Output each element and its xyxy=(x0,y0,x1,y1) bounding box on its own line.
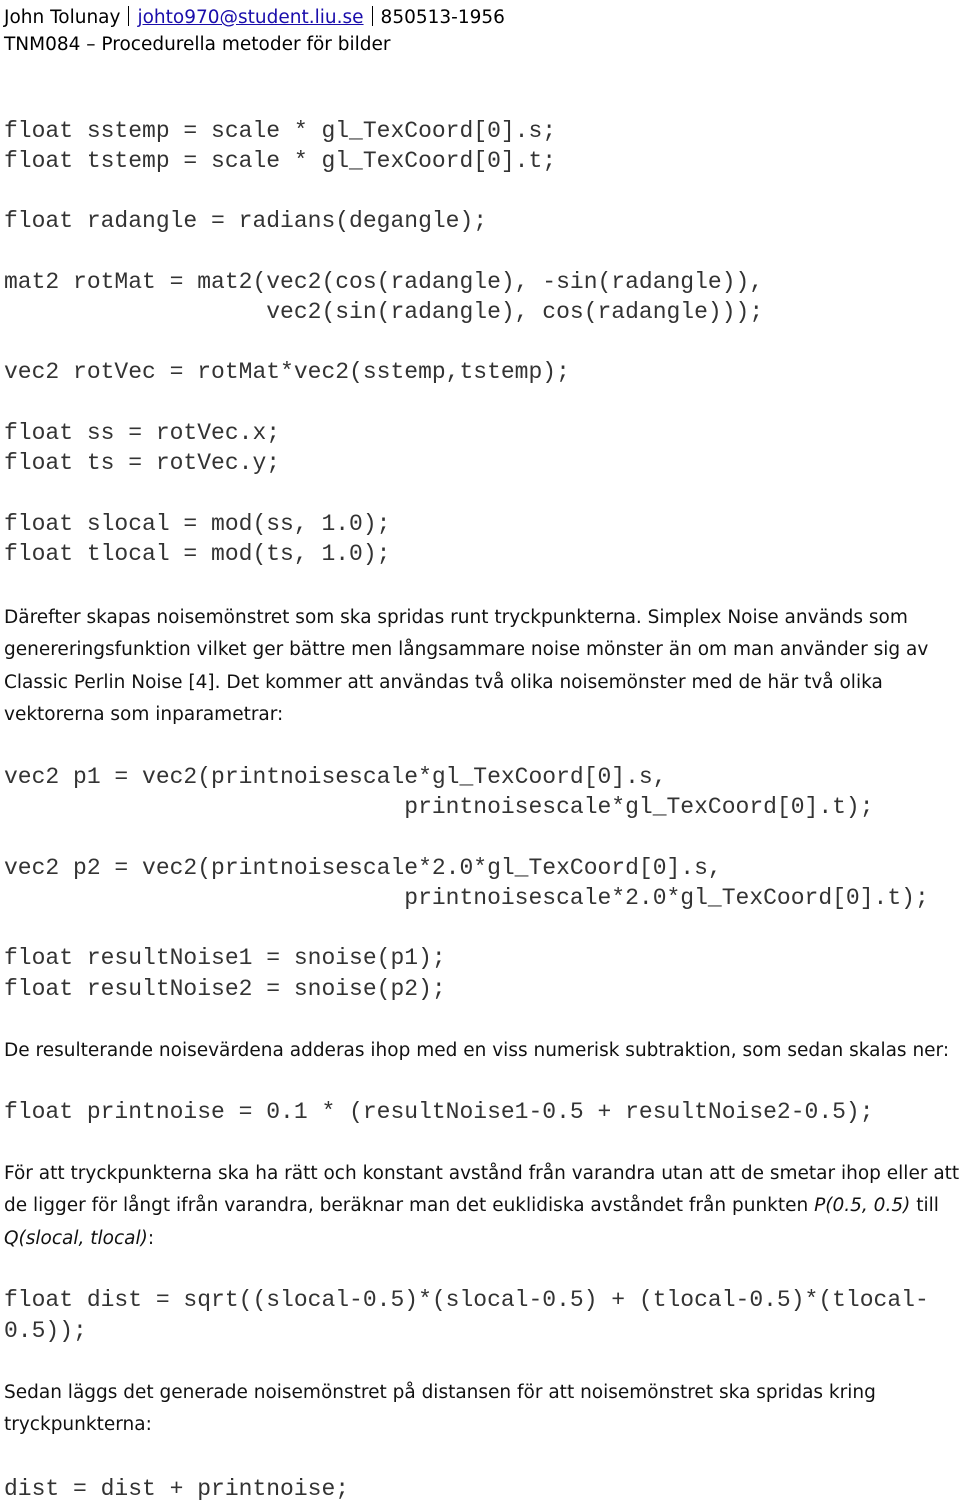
paragraph-line: Sedan läggs det generade noisemönstret på distansen för att noisemönstret ska spridas kring xyxy=(4,1382,876,1403)
paragraph-line: De resulterande noisevärdena adderas ihop med en viss numerisk subtraktion, som sedan skalas ner: xyxy=(4,1040,950,1061)
paragraph-line: genereringsfunktion vilket ger bättre men långsammare noise mönster än om man använder sig av xyxy=(4,639,929,660)
code-line: float dist = sqrt((slocal-0.5)*(slocal-0.5) + (tlocal-0.5)*(tlocal- xyxy=(4,1287,929,1313)
code-line: float ss = rotVec.x; xyxy=(4,420,281,446)
text-span: de ligger för långt ifrån varandra, beräknar man det euklidiska avståndet från punkten xyxy=(4,1195,815,1216)
separator xyxy=(128,6,129,26)
header-info xyxy=(4,6,505,29)
code-line: vec2 p1 = vec2(printnoisescale*gl_TexCoord[0].s, xyxy=(4,764,667,790)
code-line: vec2(sin(radangle), cos(radangle))); xyxy=(4,299,764,325)
code-line: 0.5)); xyxy=(4,1318,87,1344)
email-link[interactable]: johto970@student.liu.se xyxy=(137,7,364,28)
code-line: vec2 p2 = vec2(printnoisescale*2.0*gl_TexCoord[0].s, xyxy=(4,855,722,881)
text-span: till xyxy=(910,1195,939,1216)
point-q: Q(slocal, tlocal) xyxy=(4,1228,148,1249)
paragraph-line: tryckpunkterna: xyxy=(4,1414,152,1435)
text-span: : xyxy=(147,1228,155,1249)
paragraph-line: För att tryckpunkterna ska ha rätt och konstant avstånd från varandra utan att de smetar ihop eller att xyxy=(4,1163,960,1184)
code-line: mat2 rotMat = mat2(vec2(cos(radangle), -sin(radangle)), xyxy=(4,269,764,295)
separator xyxy=(372,6,373,26)
code-line: float sstemp = scale * gl_TexCoord[0].s; xyxy=(4,118,557,144)
code-line: printnoisescale*gl_TexCoord[0].t); xyxy=(4,794,874,820)
code-line: float radangle = radians(degangle); xyxy=(4,208,488,234)
paragraph-line: Därefter skapas noisemönstret som ska spridas runt tryckpunkterna. Simplex Noise används som xyxy=(4,607,908,628)
code-line: float resultNoise2 = snoise(p2); xyxy=(4,976,446,1002)
course-title: TNM084 – Procedurella metoder för bilder xyxy=(4,34,391,55)
point-p: P(0.5, 0.5) xyxy=(814,1195,911,1216)
code-line: dist = dist + printnoise; xyxy=(4,1476,350,1502)
paragraph-line xyxy=(4,1227,154,1251)
personal-id: 850513-1956 xyxy=(380,7,505,28)
author-name: John Tolunay xyxy=(4,7,121,28)
code-line: float resultNoise1 = snoise(p1); xyxy=(4,945,446,971)
code-line: vec2 rotVec = rotMat*vec2(sstemp,tstemp); xyxy=(4,359,570,385)
code-line: float printnoise = 0.1 * (resultNoise1-0.5 + resultNoise2-0.5); xyxy=(4,1099,874,1125)
paragraph-line: Classic Perlin Noise [4]. Det kommer att användas två olika noisemönster med de här två olika xyxy=(4,672,883,693)
code-line: float ts = rotVec.y; xyxy=(4,450,281,476)
paragraph-line: vektorerna som inparametrar: xyxy=(4,704,284,725)
code-line: printnoisescale*2.0*gl_TexCoord[0].t); xyxy=(4,885,929,911)
code-line: float tstemp = scale * gl_TexCoord[0].t; xyxy=(4,148,557,174)
paragraph-line xyxy=(4,1194,939,1218)
code-line: float slocal = mod(ss, 1.0); xyxy=(4,511,391,537)
code-line: float tlocal = mod(ts, 1.0); xyxy=(4,541,391,567)
